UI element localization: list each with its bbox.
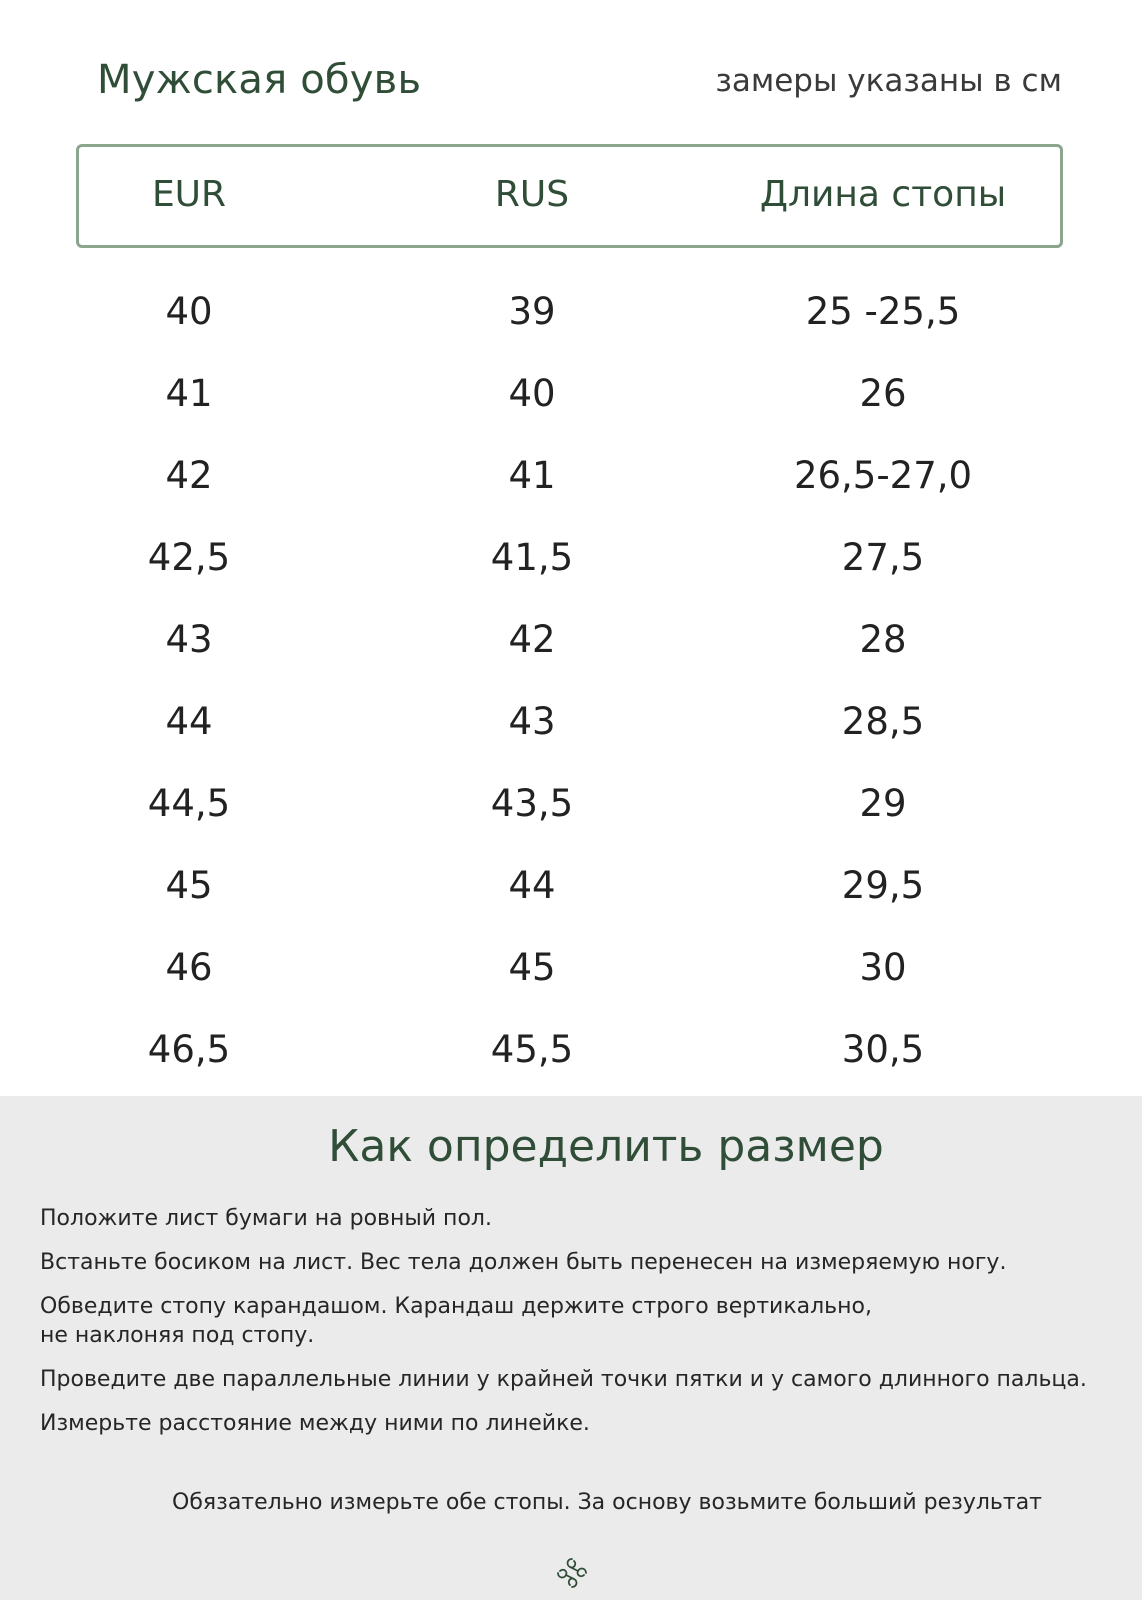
- rus-size-cell: 39: [508, 290, 556, 333]
- eur-size-cell: 45: [165, 864, 213, 907]
- table-row: [0, 284, 1142, 366]
- rus-size-cell: 41,5: [490, 536, 574, 579]
- rus-size-cell: 45: [508, 946, 556, 989]
- column-header-foot-length: Длина стопы: [759, 174, 1007, 215]
- table-row: [0, 530, 1142, 612]
- foot-length-cell: 30: [859, 946, 907, 989]
- column-header-rus: RUS: [494, 174, 570, 215]
- instructions-list: [40, 1204, 1120, 1453]
- foot-length-cell: 26: [859, 372, 907, 415]
- knot-logo-icon: [555, 1556, 589, 1590]
- page-title: Мужская обувь: [97, 57, 422, 103]
- table-row: [0, 612, 1142, 694]
- measure-both-feet-note: Обязательно измерьте обе стопы. За основу возьмите больший результат: [172, 1490, 1042, 1515]
- foot-length-cell: 27,5: [841, 536, 925, 579]
- foot-length-cell: 29,5: [841, 864, 925, 907]
- rus-size-cell: 40: [508, 372, 556, 415]
- table-row: [0, 694, 1142, 776]
- table-row: [0, 448, 1142, 530]
- eur-size-cell: 46,5: [147, 1028, 231, 1071]
- eur-size-cell: 42: [165, 454, 213, 497]
- instruction-step: Положите лист бумаги на ровный пол.: [40, 1206, 492, 1231]
- foot-length-cell: 25 -25,5: [805, 290, 961, 333]
- eur-size-cell: 42,5: [147, 536, 231, 579]
- table-row: [0, 940, 1142, 1022]
- foot-length-cell: 28: [859, 618, 907, 661]
- eur-size-cell: 44,5: [147, 782, 231, 825]
- rus-size-cell: 42: [508, 618, 556, 661]
- eur-size-cell: 41: [165, 372, 213, 415]
- table-row: [0, 366, 1142, 448]
- how-to-measure-section: [0, 1096, 1142, 1600]
- eur-size-cell: 44: [165, 700, 213, 743]
- table-row: [0, 776, 1142, 858]
- eur-size-cell: 40: [165, 290, 213, 333]
- instruction-step: Проведите две параллельные линии у крайней точки пятки и у самого длинного пальца.: [40, 1367, 1087, 1392]
- size-table-body: [0, 284, 1142, 1104]
- rus-size-cell: 45,5: [490, 1028, 574, 1071]
- rus-size-cell: 44: [508, 864, 556, 907]
- column-header-eur: EUR: [151, 174, 227, 215]
- eur-size-cell: 46: [165, 946, 213, 989]
- rus-size-cell: 43,5: [490, 782, 574, 825]
- how-to-title: Как определить размер: [328, 1121, 884, 1172]
- foot-length-cell: 28,5: [841, 700, 925, 743]
- instruction-step: Встаньте босиком на лист. Вес тела должен быть перенесен на измеряемую ногу.: [40, 1250, 1007, 1275]
- rus-size-cell: 43: [508, 700, 556, 743]
- foot-length-cell: 30,5: [841, 1028, 925, 1071]
- foot-length-cell: 29: [859, 782, 907, 825]
- eur-size-cell: 43: [165, 618, 213, 661]
- table-row: [0, 858, 1142, 940]
- units-note: замеры указаны в см: [715, 63, 1062, 99]
- instruction-step: Обведите стопу карандашом. Карандаш держите строго вертикально, не наклоняя под стопу.: [40, 1294, 872, 1348]
- rus-size-cell: 41: [508, 454, 556, 497]
- foot-length-cell: 26,5-27,0: [793, 454, 973, 497]
- table-row: [0, 1022, 1142, 1104]
- instruction-step: Измерьте расстояние между ними по линейке.: [40, 1411, 590, 1436]
